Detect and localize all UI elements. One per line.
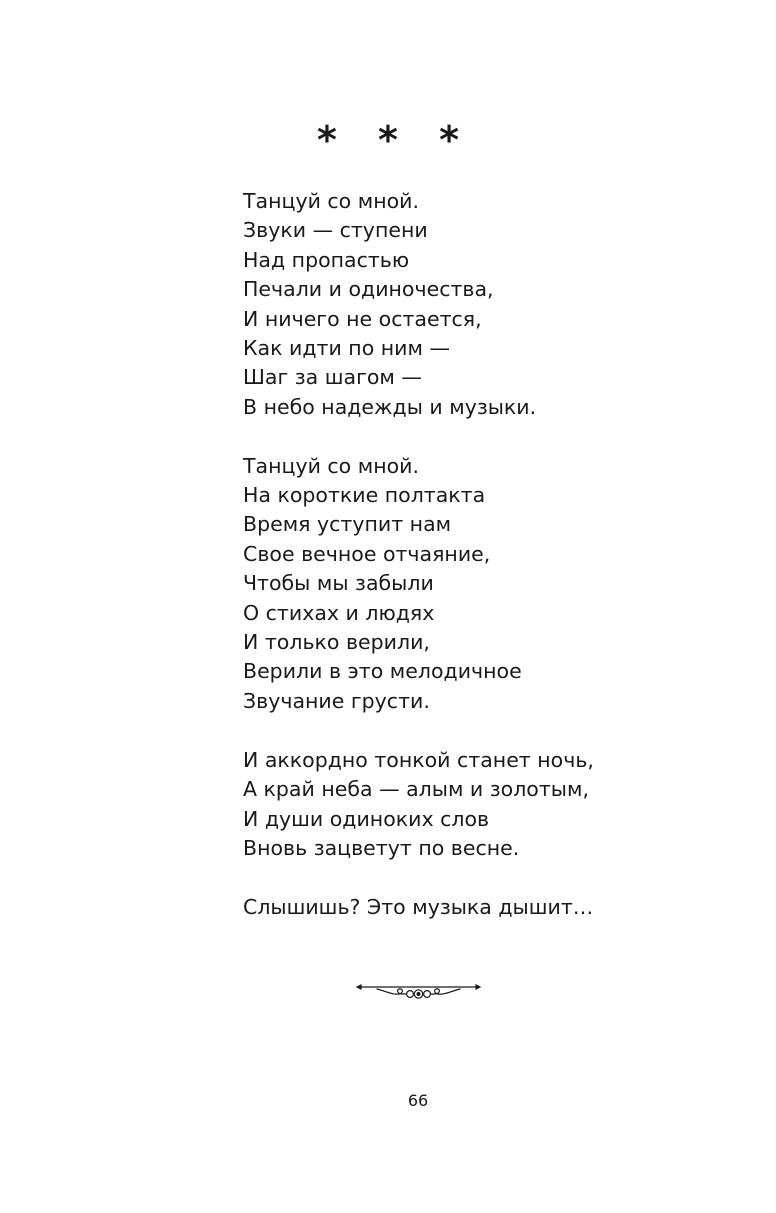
poem-line: Шаг за шагом — [243,365,422,390]
poem-line: Слышишь? Это музыка дышит… [243,894,594,919]
page-number: 66 [407,1091,429,1110]
poem-line: Верили в это мелодичное [243,659,522,684]
poem-line: Печали и одиночества, [243,277,494,302]
poem-line: И только верили, [243,630,430,655]
poem-line: О стихах и людях [243,600,435,625]
poem-line: Танцуй со мной. [243,453,419,478]
poem-line: Свое вечное отчаяние, [243,541,491,566]
poem-line: И аккордно тонкой станет ночь, [243,747,594,772]
poem-line: Время уступит нам [243,512,452,537]
poem-line: На короткие полтакта [243,483,486,508]
poem-line: Звучание грусти. [243,688,430,713]
poem-line: В небо надежды и музыки. [243,394,537,419]
flourish-divider-icon [355,981,482,1003]
poem-line: И души одиноких слов [243,806,490,831]
poem-line: Как идти по ним — [243,336,450,361]
poem-line: Чтобы мы забыли [243,571,434,596]
section-break-asterisks: * * * [316,118,474,162]
poem-line: А край неба — алым и золотым, [243,777,589,802]
poem-line: Вновь зацветут по весне. [243,835,520,860]
poem-line: И ничего не остается, [243,306,482,331]
stanza-1 [243,187,723,422]
poem-body [243,187,723,922]
poem-line: Над пропастью [243,247,410,272]
poem-line: Танцуй со мной. [243,189,419,213]
poem-line: Звуки — ступени [243,218,428,243]
stanza-3 [243,746,723,864]
stanza-4 [243,893,723,922]
stanza-2 [243,452,723,717]
